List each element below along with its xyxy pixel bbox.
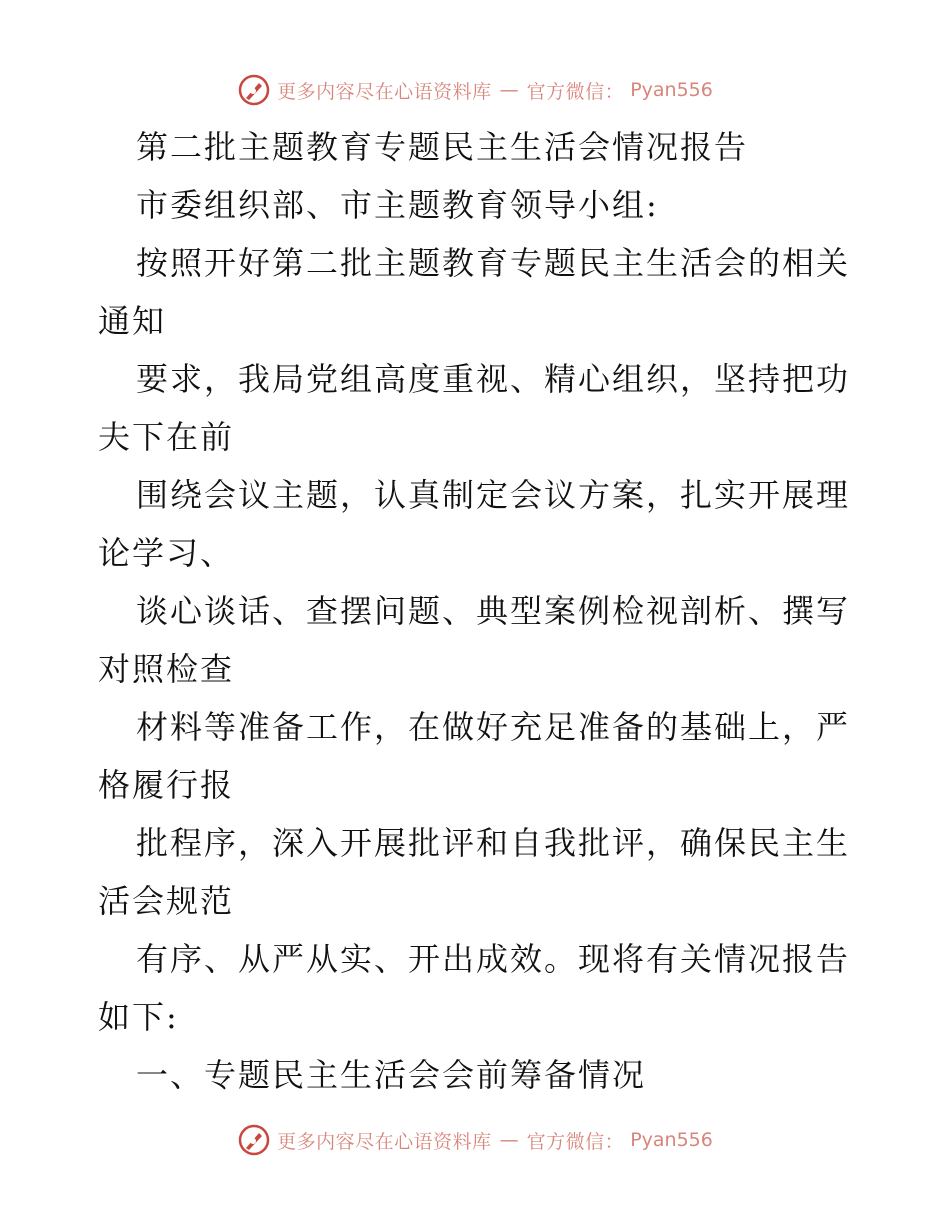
section-heading: 一、专题民主生活会会前筹备情况	[136, 1056, 647, 1094]
document-body	[98, 118, 858, 1104]
paragraph-line: 要求，我局党组高度重视、精心组织，坚持把功	[136, 360, 851, 398]
watermark-dash: —	[499, 1129, 519, 1151]
paragraph-line: 按照开好第二批主题教育专题民主生活会的相关	[136, 244, 851, 282]
footer-watermark	[0, 1120, 950, 1160]
paragraph-line: 对照检查	[98, 650, 235, 688]
paragraph-line: 有序、从严从实、开出成效。现将有关情况报告	[136, 940, 851, 978]
watermark-dash: —	[499, 79, 519, 101]
paragraph-line: 夫下在前	[98, 418, 235, 456]
watermark-text: 更多内容尽在心语资料库	[277, 80, 492, 103]
paragraph-line: 批程序，深入开展批评和自我批评，确保民主生	[136, 824, 851, 862]
paragraph-line: 材料等准备工作，在做好充足准备的基础上，严	[136, 708, 851, 746]
pen-logo-icon	[237, 1123, 271, 1157]
addressee-line: 市委组织部、市主题教育领导小组:	[136, 186, 659, 224]
header-watermark	[0, 70, 950, 110]
watermark-suffix: 官方微信：	[526, 80, 625, 103]
watermark-wechat-id: Pyan556	[630, 1129, 713, 1151]
paragraph-line: 论学习、	[98, 534, 235, 572]
paragraph-line: 活会规范	[98, 882, 235, 920]
document-title: 第二批主题教育专题民主生活会情况报告	[136, 128, 749, 166]
paragraph-line: 谈心谈话、查摆问题、典型案例检视剖析、撰写	[136, 592, 851, 630]
pen-logo-icon	[237, 73, 271, 107]
watermark-wechat-id: Pyan556	[630, 79, 713, 101]
paragraph-line: 格履行报	[98, 766, 235, 804]
watermark-text: 更多内容尽在心语资料库	[277, 1130, 492, 1153]
paragraph-line: 如下:	[98, 998, 179, 1036]
paragraph-line: 围绕会议主题，认真制定会议方案，扎实开展理	[136, 476, 851, 514]
paragraph-line: 通知	[98, 302, 167, 340]
watermark-suffix: 官方微信：	[526, 1130, 625, 1153]
